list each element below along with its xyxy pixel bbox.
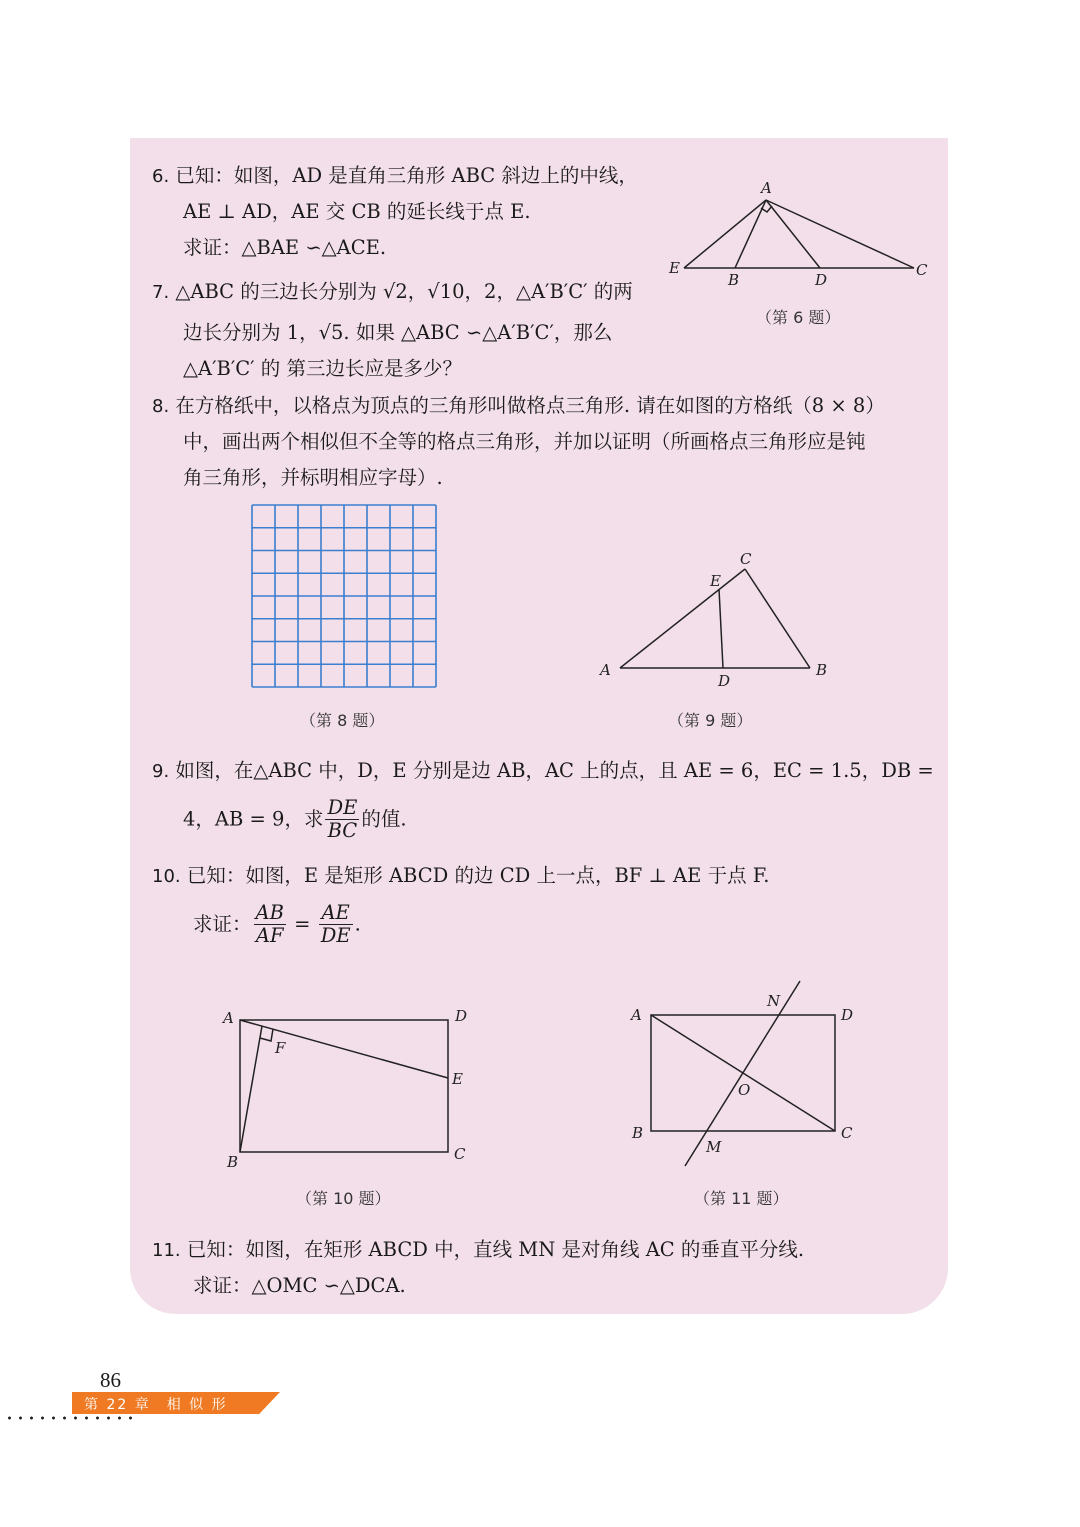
problem-9-line2-post: 的值. <box>361 807 407 831</box>
fig6-line-AB <box>735 200 766 268</box>
problem-8-line3: 角三角形，并标明相应字母）. <box>183 466 443 489</box>
problem-6 <box>152 166 638 186</box>
figure-10-caption: （第 10 题） <box>296 1189 391 1208</box>
problem-11-number: 11. <box>152 1240 181 1261</box>
p9-frac-denominator: BC <box>327 819 358 843</box>
fig10-line-BF <box>240 1026 262 1152</box>
fig10-right-angle-mark <box>260 1029 273 1041</box>
problem-6-line2: AE ⊥ AD，AE 交 CB 的延长线于点 E. <box>183 200 531 223</box>
problem-9-line2-pre: 4，AB = 9，求 <box>183 807 324 831</box>
fig9-label-E: E <box>710 572 721 590</box>
fig9-label-B: B <box>816 661 828 679</box>
figure-11-caption: （第 11 题） <box>694 1189 789 1208</box>
fig6-label-C: C <box>916 261 928 279</box>
p10-frac2-denominator: DE <box>320 924 351 948</box>
p10-frac1-denominator: AF <box>255 924 284 948</box>
fig6-label-D: D <box>815 271 828 289</box>
fig11-label-C: C <box>841 1124 853 1142</box>
fig9-label-C: C <box>740 550 752 568</box>
fig10-label-E: E <box>452 1070 463 1088</box>
fig11-label-A: A <box>631 1006 642 1024</box>
fig6-label-A: A <box>761 179 772 197</box>
fig10-line-AE <box>240 1020 448 1078</box>
fig9-line-CB <box>745 569 810 668</box>
problem-7-line1: △ABC 的三边长分别为 √2，√10，2，△A′B′C′ 的两 <box>175 280 633 303</box>
problem-9-line1: 如图，在△ABC 中，D，E 分别是边 AB，AC 上的点，且 AE = 6，EC = 1.5，DB = <box>175 759 934 782</box>
chapter-title: 第 22 章 相 似 形 <box>84 1397 228 1413</box>
fig11-label-N: N <box>767 992 781 1010</box>
fig6-label-B: B <box>728 271 740 289</box>
problem-10 <box>152 866 769 886</box>
problem-8-number: 8. <box>152 396 170 417</box>
fig9-label-A: A <box>600 661 611 679</box>
fig11-label-M: M <box>706 1138 722 1156</box>
figure-8-grid <box>250 503 440 689</box>
problem-9-fraction <box>325 797 359 843</box>
p9-frac-numerator: DE <box>327 796 358 819</box>
problem-10-prove-label: 求证： <box>193 912 252 936</box>
p10-frac2-numerator: AE <box>319 902 353 925</box>
problem-8-line1: 在方格纸中，以格点为顶点的三角形叫做格点三角形. 请在如图的方格纸（8 × 8） <box>175 394 885 417</box>
problem-10-line1: 已知：如图，E 是矩形 ABCD 的边 CD 上一点，BF ⊥ AE 于点 F. <box>186 864 770 887</box>
problem-8 <box>152 396 885 416</box>
problem-11-line2: 求证：△OMC ∽△DCA. <box>193 1274 406 1297</box>
problem-10-fraction-1 <box>254 902 286 948</box>
problem-9-line2 <box>183 797 407 843</box>
p10-equals: = <box>294 912 311 936</box>
fig9-line-AC <box>620 569 745 668</box>
fig10-label-B: B <box>227 1153 239 1171</box>
dotted-rule <box>4 1416 134 1420</box>
figure-6 <box>660 175 940 290</box>
problem-10-fraction-2 <box>319 902 353 948</box>
figure-11 <box>620 978 870 1173</box>
problem-10-prove <box>193 902 361 948</box>
p10-frac1-numerator: AB <box>255 901 284 924</box>
figure-6-caption: （第 6 题） <box>756 308 841 327</box>
fig11-label-D: D <box>841 1006 854 1024</box>
fig11-label-O: O <box>738 1081 751 1099</box>
fig6-line-AC <box>766 200 914 268</box>
problem-7 <box>152 282 633 302</box>
fig11-label-B: B <box>632 1124 644 1142</box>
fig10-label-F: F <box>275 1039 286 1057</box>
fig10-label-C: C <box>454 1145 466 1163</box>
problem-11-line1: 已知：如图，在矩形 ABCD 中，直线 MN 是对角线 AC 的垂直平分线. <box>186 1238 805 1261</box>
problem-9 <box>152 761 934 781</box>
problem-6-line1: 已知：如图，AD 是直角三角形 ABC 斜边上的中线， <box>175 164 638 187</box>
problem-7-line2: 边长分别为 1，√5. 如果 △ABC ∽△A′B′C′，那么 <box>183 321 613 344</box>
problem-9-number: 9. <box>152 761 170 782</box>
figure-10 <box>215 1000 485 1175</box>
fig6-line-AE <box>684 200 766 268</box>
p10-end: . <box>354 912 361 936</box>
problem-10-number: 10. <box>152 866 181 887</box>
figure-8-caption: （第 8 题） <box>300 711 385 730</box>
fig10-label-A: A <box>223 1009 234 1027</box>
problem-7-number: 7. <box>152 282 170 303</box>
problem-8-line2: 中，画出两个相似但不全等的格点三角形，并加以证明（所画格点三角形应是钝 <box>183 430 866 453</box>
fig9-label-D: D <box>718 672 731 690</box>
problem-7-line3: △A′B′C′ 的 第三边长应是多少？ <box>183 357 463 380</box>
figure-9 <box>590 545 840 690</box>
fig10-label-D: D <box>455 1007 468 1025</box>
problem-11 <box>152 1240 804 1260</box>
fig9-line-DE <box>719 589 723 668</box>
page-number: 86 <box>100 1368 121 1392</box>
figure-9-caption: （第 9 题） <box>668 711 753 730</box>
fig6-label-E: E <box>669 259 680 277</box>
fig11-line-MN <box>685 981 800 1166</box>
problem-6-number: 6. <box>152 166 170 187</box>
problem-6-line3: 求证：△BAE ∽△ACE. <box>183 236 387 259</box>
fig6-line-AD <box>766 200 820 268</box>
